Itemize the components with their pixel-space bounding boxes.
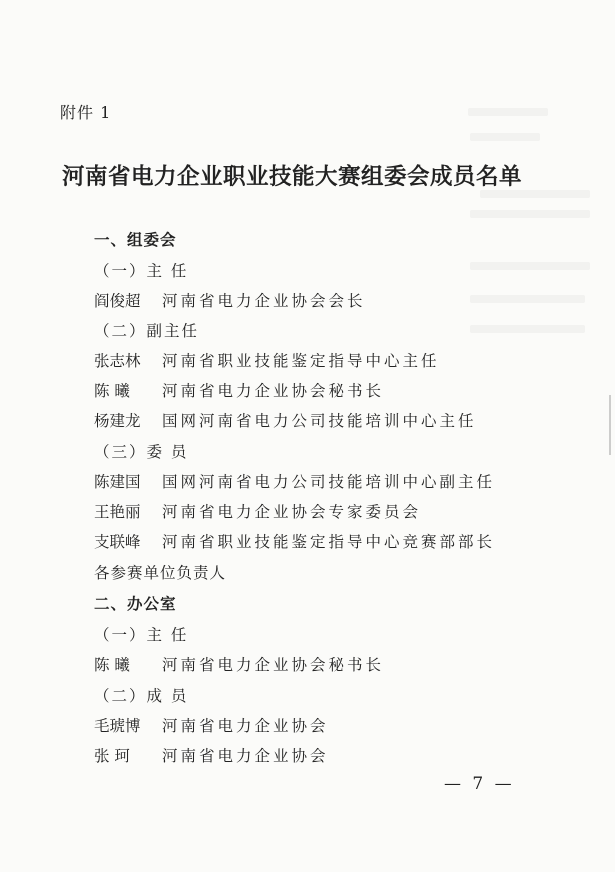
attachment-label: 附件 1 — [60, 103, 112, 122]
member-role: 国网河南省电力公司技能培训中心主任 — [162, 412, 477, 430]
member-row — [94, 653, 384, 675]
member-role: 河南省电力企业协会专家委员会 — [162, 503, 422, 521]
member-role: 河南省电力企业协会秘书长 — [162, 382, 385, 400]
group-label-members: （三）委 员 — [94, 443, 189, 461]
group-label-office-members: （二）成 员 — [94, 687, 189, 705]
member-row — [94, 744, 329, 766]
bleed-through-mark — [470, 325, 585, 333]
member-name: 阎俊超 — [94, 292, 141, 310]
member-role: 河南省职业技能鉴定指导中心主任 — [162, 352, 440, 370]
page-number: — 7 — — [444, 774, 515, 794]
member-row — [94, 379, 384, 401]
member-row — [94, 470, 495, 492]
bleed-through-mark — [470, 210, 590, 218]
member-name: 陈建国 — [94, 473, 141, 491]
member-row — [94, 409, 477, 431]
edge-mark — [609, 395, 611, 455]
member-role: 河南省职业技能鉴定指导中心竞赛部部长 — [162, 533, 496, 551]
bleed-through-mark — [470, 295, 585, 303]
bleed-through-mark — [470, 262, 590, 270]
member-row — [94, 530, 495, 552]
member-name: 王艳丽 — [94, 503, 141, 521]
member-row — [94, 349, 440, 371]
member-role: 河南省电力企业协会 — [162, 747, 329, 765]
member-row — [94, 500, 421, 522]
member-name: 张 珂 — [94, 747, 130, 765]
bleed-through-mark — [480, 190, 590, 198]
group-label-deputy-director: （二）副主任 — [94, 322, 200, 340]
section-heading-committee: 一、组委会 — [94, 231, 177, 249]
member-role: 河南省电力企业协会 — [162, 717, 329, 735]
group-label-director: （一）主 任 — [94, 262, 189, 280]
member-name: 杨建龙 — [94, 412, 141, 430]
member-name: 毛琥博 — [94, 717, 141, 735]
bleed-through-mark — [470, 133, 540, 141]
member-row — [94, 714, 329, 736]
member-row — [94, 289, 366, 311]
member-role: 河南省电力企业协会会长 — [162, 292, 366, 310]
member-note: 各参赛单位负责人 — [94, 564, 227, 582]
member-name: 支联峰 — [94, 533, 141, 551]
group-label-office-director: （一）主 任 — [94, 626, 189, 644]
document-title: 河南省电力企业职业技能大赛组委会成员名单 — [62, 164, 523, 190]
member-name: 陈 曦 — [94, 656, 130, 674]
member-name: 张志林 — [94, 352, 141, 370]
member-role: 国网河南省电力公司技能培训中心副主任 — [162, 473, 496, 491]
bleed-through-mark — [468, 108, 548, 116]
member-role: 河南省电力企业协会秘书长 — [162, 656, 385, 674]
member-name: 陈 曦 — [94, 382, 130, 400]
section-heading-office: 二、办公室 — [94, 595, 177, 613]
